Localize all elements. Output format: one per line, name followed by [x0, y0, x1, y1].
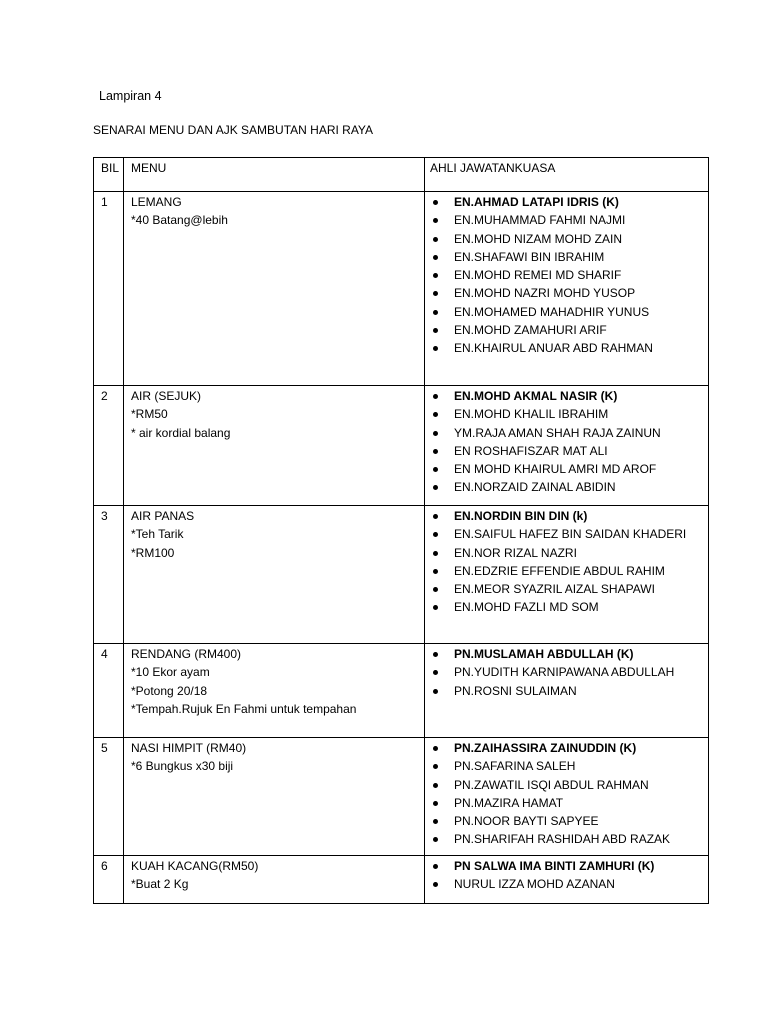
committee-member: EN.SHAFAWI BIN IBRAHIM [430, 248, 708, 266]
menu-line: *Potong 20/18 [131, 683, 208, 698]
committee-list [430, 645, 708, 700]
row-number: 1 [94, 192, 124, 386]
committee-member: EN.MOHD ZAMAHURI ARIF [430, 321, 708, 339]
committee-lead: EN.AHMAD LATAPI IDRIS (K) [430, 193, 708, 211]
header-bil: BIL [94, 158, 124, 192]
committee-cell [425, 386, 709, 506]
committee-lead: PN SALWA IMA BINTI ZAMHURI (K) [430, 857, 708, 875]
menu-line: *Buat 2 Kg [131, 877, 189, 892]
committee-member: PN.YUDITH KARNIPAWANA ABDULLAH [430, 663, 708, 681]
attachment-label: Lampiran 4 [99, 89, 162, 103]
committee-list [430, 387, 708, 497]
committee-member: EN.MOHD KHALIL IBRAHIM [430, 405, 708, 423]
committee-member: PN.MAZIRA HAMAT [430, 794, 708, 812]
committee-member: PN.SHARIFAH RASHIDAH ABD RAZAK [430, 830, 708, 848]
menu-line: * air kordial balang [131, 425, 231, 440]
table-row [94, 192, 709, 386]
menu-line: *RM100 [131, 545, 175, 560]
row-number: 4 [94, 644, 124, 738]
committee-lead: EN.MOHD AKMAL NASIR (K) [430, 387, 708, 405]
menu-line: AIR (SEJUK) [131, 389, 202, 403]
table-row [94, 644, 709, 738]
row-number: 2 [94, 386, 124, 506]
committee-member: NURUL IZZA MOHD AZANAN [430, 875, 708, 893]
committee-cell [425, 644, 709, 738]
menu-committee-table [93, 157, 709, 904]
menu-line: *6 Bungkus x30 biji [131, 759, 234, 774]
committee-member: PN.SAFARINA SALEH [430, 757, 708, 775]
committee-lead: PN.ZAIHASSIRA ZAINUDDIN (K) [430, 739, 708, 757]
committee-member: EN.SAIFUL HAFEZ BIN SAIDAN KHADERI [430, 525, 708, 543]
committee-member: EN.MOHD NIZAM MOHD ZAIN [430, 230, 708, 248]
committee-member: EN.MOHD NAZRI MOHD YUSOP [430, 284, 708, 302]
menu-line: *Tempah.Rujuk En Fahmi untuk tempahan [131, 701, 357, 716]
committee-member: PN.NOOR BAYTI SAPYEE [430, 812, 708, 830]
committee-member: EN MOHD KHAIRUL AMRI MD AROF [430, 460, 708, 478]
menu-cell [124, 644, 425, 738]
committee-lead: PN.MUSLAMAH ABDULLAH (K) [430, 645, 708, 663]
committee-cell [425, 738, 709, 856]
document-title: SENARAI MENU DAN AJK SAMBUTAN HARI RAYA [93, 123, 374, 137]
menu-cell [124, 506, 425, 644]
committee-list [430, 507, 708, 617]
committee-list [430, 739, 708, 849]
committee-cell [425, 856, 709, 904]
header-menu: MENU [124, 158, 425, 192]
committee-member: EN.MOHAMED MAHADHIR YUNUS [430, 303, 708, 321]
committee-member: EN.MUHAMMAD FAHMI NAJMI [430, 211, 708, 229]
committee-member: EN.EDZRIE EFFENDIE ABDUL RAHIM [430, 562, 708, 580]
committee-cell [425, 192, 709, 386]
row-number: 5 [94, 738, 124, 856]
menu-line: *RM50 [131, 407, 168, 422]
table-body [94, 158, 709, 904]
menu-line: RENDANG (RM400) [131, 647, 242, 661]
menu-cell [124, 192, 425, 386]
table-row [94, 386, 709, 506]
committee-lead: EN.NORDIN BIN DIN (k) [430, 507, 708, 525]
menu-line: *40 Batang@lebih [131, 213, 228, 228]
row-number: 3 [94, 506, 124, 644]
table-row [94, 856, 709, 904]
committee-member: YM.RAJA AMAN SHAH RAJA ZAINUN [430, 424, 708, 442]
row-number: 6 [94, 856, 124, 904]
menu-cell [124, 386, 425, 506]
table-header-row [94, 158, 709, 192]
committee-cell [425, 506, 709, 644]
table-row [94, 506, 709, 644]
committee-member: EN.KHAIRUL ANUAR ABD RAHMAN [430, 339, 708, 357]
committee-member: EN ROSHAFISZAR MAT ALI [430, 442, 708, 460]
table-row [94, 738, 709, 856]
menu-cell [124, 738, 425, 856]
committee-list [430, 193, 708, 358]
committee-member: EN.MEOR SYAZRIL AIZAL SHAPAWI [430, 580, 708, 598]
committee-member: EN.NOR RIZAL NAZRI [430, 544, 708, 562]
menu-line: *Teh Tarik [131, 527, 184, 542]
committee-member: PN.ZAWATIL ISQI ABDUL RAHMAN [430, 776, 708, 794]
menu-line: LEMANG [131, 195, 182, 209]
committee-member: EN.NORZAID ZAINAL ABIDIN [430, 478, 708, 496]
committee-member: PN.ROSNI SULAIMAN [430, 682, 708, 700]
committee-list [430, 857, 708, 894]
header-ajk: AHLI JAWATANKUASA [425, 158, 709, 192]
menu-line: KUAH KACANG(RM50) [131, 859, 259, 873]
menu-line: *10 Ekor ayam [131, 665, 210, 680]
committee-member: EN.MOHD REMEI MD SHARIF [430, 266, 708, 284]
committee-member: EN.MOHD FAZLI MD SOM [430, 598, 708, 616]
menu-line: NASI HIMPIT (RM40) [131, 741, 247, 755]
menu-cell [124, 856, 425, 904]
menu-line: AIR PANAS [131, 509, 195, 523]
